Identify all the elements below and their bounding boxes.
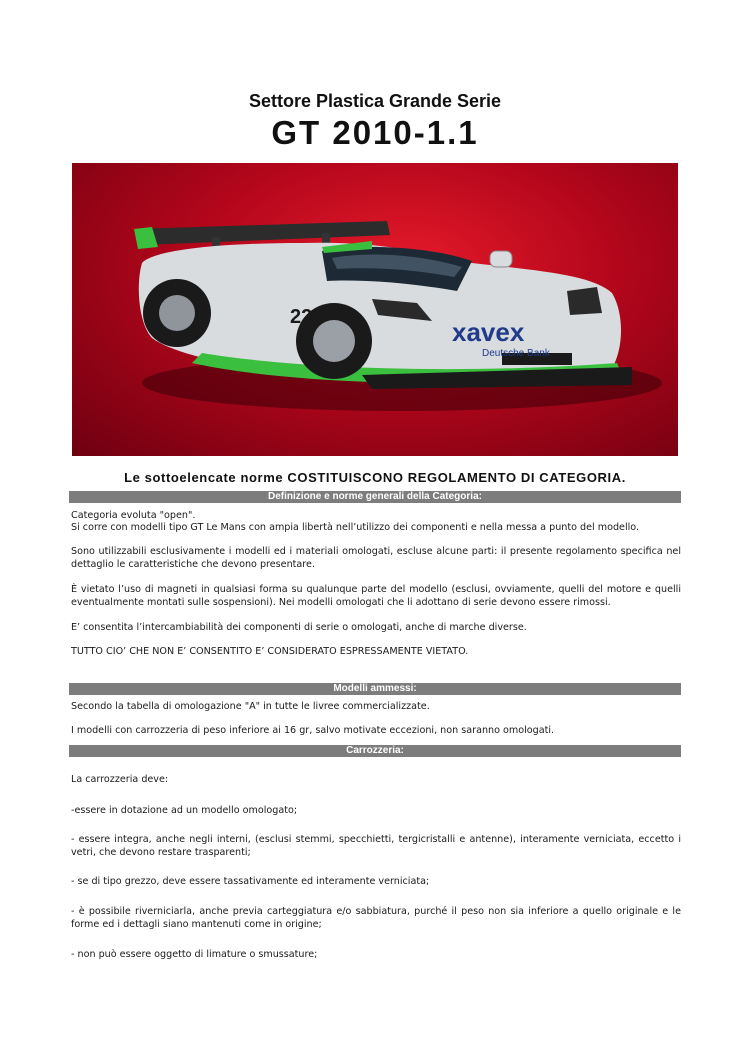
section-heading-carrozzeria: Carrozzeria: [69, 745, 681, 757]
carrozzeria-p3: - essere integra, anche negli interni, (esclusi stemmi, specchietti, tergicristalli e antenne), interamente verniciata, eccetto i vetri, che devono restare trasparenti; [71, 834, 681, 858]
carrozzeria-p1: La carrozzeria deve: [71, 774, 169, 785]
section-heading-definizione: Definizione e norme generali della Categoria: [69, 491, 681, 503]
race-car-photo [72, 163, 678, 456]
definizione-p4: È vietato l’uso di magneti in qualsiasi forma su qualunque parte del modello (esclusi, ovviamente, quelli del motore e quelli eventualmente montati sulle sospensioni). Nei modelli omologati che li adottano di serie devono essere rimossi. [71, 584, 681, 608]
car-number: 22 [290, 306, 313, 328]
document-title: GT 2010-1.1 [271, 114, 479, 151]
sponsor-xavex: xavex [452, 317, 525, 347]
definizione-p2: Si corre con modelli tipo GT Le Mans con ampia libertà nell’utilizzo dei componenti e nella messa a punto del modello. [71, 522, 640, 533]
modelli-p1: Secondo la tabella di omologazione "A" in tutte le livree commercializzate. [71, 701, 430, 712]
modelli-p2: I modelli con carrozzeria di peso inferiore ai 16 gr, salvo motivate eccezioni, non saranno omologati. [71, 725, 555, 736]
regulation-intro: Le sottoelencate norme COSTITUISCONO REGOLAMENTO DI CATEGORIA. [124, 470, 626, 485]
definizione-p3: Sono utilizzabili esclusivamente i modelli ed i materiali omologati, escluse alcune parti: il presente regolamento specifica nel dettaglio le caratteristiche che devono presentare. [71, 546, 681, 570]
document-subtitle: Settore Plastica Grande Serie [248, 91, 502, 111]
carrozzeria-p4: - se di tipo grezzo, deve essere tassativamente ed interamente verniciata; [71, 876, 430, 887]
definizione-p5: E’ consentita l’intercambiabilità dei componenti di serie o omologati, anche di marche diverse. [71, 622, 527, 633]
carrozzeria-p5: - è possibile riverniciarla, anche previa carteggiatura e/o sabbiatura, purché il peso non sia inferiore a quello originale e le forme ed i dettagli siano mantenuti come in origine; [71, 906, 681, 930]
definizione-p6: TUTTO CIO’ CHE NON E’ CONSENTITO E’ CONSIDERATO ESPRESSAMENTE VIETATO. [71, 646, 469, 657]
section-heading-modelli: Modelli ammessi: [69, 683, 681, 695]
sponsor-bank: Deutsche Bank [482, 348, 550, 359]
carrozzeria-p6: - non può essere oggetto di limature o smussature; [71, 949, 318, 960]
definizione-p1: Categoria evoluta "open". [71, 510, 196, 521]
carrozzeria-p2: -essere in dotazione ad un modello omologato; [71, 805, 298, 816]
race-car-illustration [72, 163, 678, 456]
